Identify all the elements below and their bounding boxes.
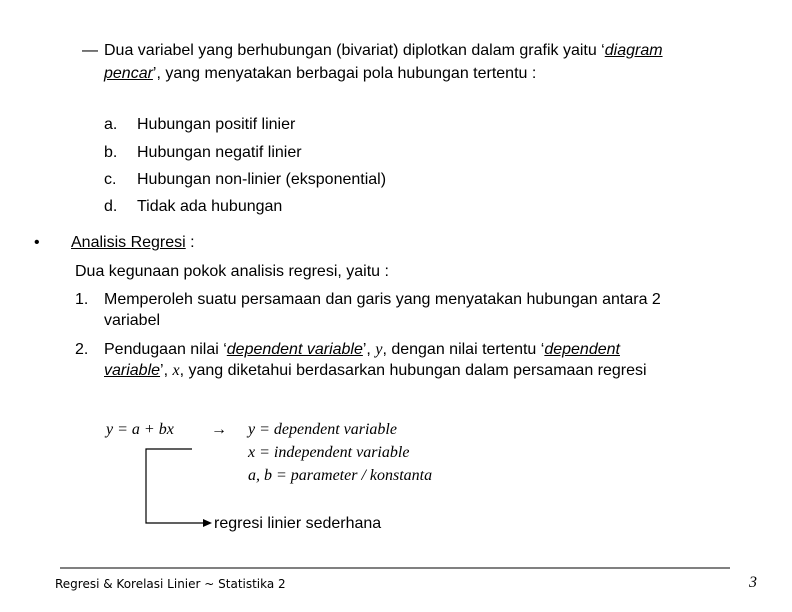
list-number: 1. [75,291,89,308]
heading-regresi: Analisis Regresi [71,234,186,251]
text: ’, [362,341,376,358]
list-item-1-line-1: Memperoleh suatu persamaan dan garis yang menyatakan hubungan antara 2 [104,291,661,308]
pattern-item: Hubungan non-linier (eksponential) [137,171,387,188]
pattern-marker: d. [104,198,118,215]
intro-text-cont: ’, yang menyatakan berbagai pola hubungan tertentu : [152,65,537,82]
definition-x: x = independent variable [248,444,410,461]
term-pencar: pencar [104,65,153,82]
regression-equation: y = a + bx [106,421,174,438]
definition-ab: a, b = parameter / konstanta [248,467,433,484]
right-arrow-icon: → [211,421,227,438]
footer-title: Regresi & Korelasi Linier ~ Statistika 2 [55,577,286,591]
symbol-y: y [375,341,383,358]
text: , dengan nilai tertentu ‘ [382,341,545,358]
pattern-marker: c. [104,171,117,188]
intro-text: Dua variabel yang berhubungan (bivariat) diplotkan dalam grafik yaitu ‘ [104,42,605,59]
list-item-1-line-2: variabel [104,312,161,329]
list-number: 2. [75,341,89,358]
term-dependent: dependent [544,341,620,358]
round-bullet: • [34,234,40,251]
pattern-item: Tidak ada hubungan [137,198,283,215]
em-dash-bullet: — [82,42,98,59]
text: Pendugaan nilai ‘ [104,341,227,358]
pattern-item: Hubungan positif linier [137,116,296,133]
pattern-item: Hubungan negatif linier [137,144,302,161]
text: ’, [160,362,173,379]
page-number: 3 [749,574,757,591]
term-variable: variable [104,362,161,379]
heading-suffix: : [185,234,195,251]
term-dependent-variable: dependent variable [226,341,363,358]
section-intro: Dua kegunaan pokok analisis regresi, yaitu : [75,263,389,280]
term-diagram: diagram [604,42,663,59]
pattern-marker: b. [104,144,118,161]
text: , yang diketahui berdasarkan hubungan dalam persamaan regresi [179,362,647,379]
symbol-x: x [172,362,180,379]
pattern-marker: a. [104,116,118,133]
definition-y: y = dependent variable [248,421,397,438]
equation-note: regresi linier sederhana [214,515,382,532]
